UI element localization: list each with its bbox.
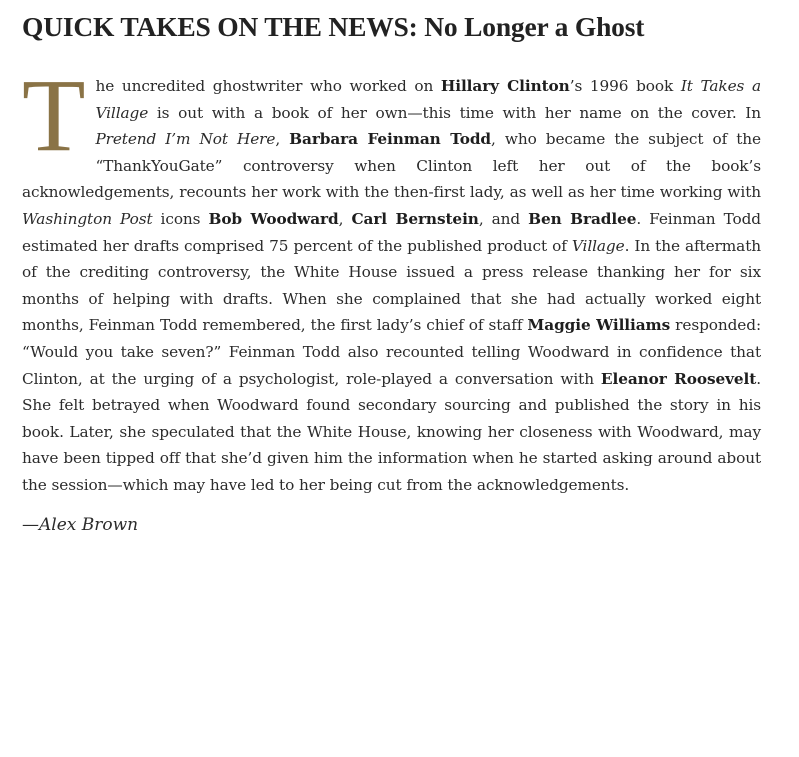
body-text-run: , who became the subject of the “ThankYouGate” controversy when Clinton left her out of the book’s acknowledgements, recounts her work with the then-first lady, as well as her time working with	[22, 130, 761, 202]
bold-name: Hillary Clinton	[440, 77, 570, 95]
bold-name: Eleanor Roosevelt	[600, 369, 757, 388]
body-text-run: ’s 1996 book	[569, 77, 681, 95]
bold-name: Bob Woodward	[208, 209, 339, 228]
bold-name: Barbara Feinman Todd	[289, 130, 492, 149]
headline: QUICK TAKES ON THE NEWS: No Longer a Ghost	[22, 11, 645, 42]
italic-title: Washington Post	[22, 209, 153, 228]
body-text-run: , and	[478, 209, 529, 228]
italic-title: Village	[571, 236, 625, 255]
drop-cap: T	[22, 58, 86, 173]
byline: —Alex Brown	[22, 514, 139, 535]
italic-title: It Takes a Village	[95, 77, 761, 122]
bold-name: Maggie Williams	[527, 316, 671, 335]
body-text-run: he uncredited ghostwriter who worked on	[95, 77, 441, 95]
bold-name: Ben Bradlee	[528, 209, 637, 228]
body-text-run: is out with a book of her own—this time with her name on the cover. In	[148, 103, 761, 122]
body-text-run: icons	[152, 209, 209, 228]
body-text-run: ,	[275, 130, 290, 149]
body-text-run: . She felt betrayed when Woodward found secondary sourcing and published the story in his book. Later, she speculated that the White House, knowing her closeness with Woodward, may have been tipped off that she’d given him the information when he started asking around about the session—which may have led to her being cut from the acknowledgements.	[22, 369, 761, 494]
body-text-run: responded: “Would you take seven?” Feinman Todd also recounted telling Woodward in confidence that Clinton, at the urging of a psychologist, role-played a conversation with	[22, 316, 762, 388]
bold-name: Carl Bernstein	[351, 209, 479, 228]
body-text-run: . Feinman Todd estimated her drafts comprised 75 percent of the published product of	[22, 209, 761, 255]
body-text-run: ,	[338, 209, 352, 228]
body-text-run: . In the aftermath of the crediting controversy, the White House issued a press release thanking her for six months of helping with drafts. When she complained that she had actually worked eight months, Feinman Todd remembered, the first lady’s chief of staff	[22, 236, 761, 335]
italic-title: Pretend I’m Not Here	[95, 130, 276, 149]
article-body	[22, 58, 762, 499]
